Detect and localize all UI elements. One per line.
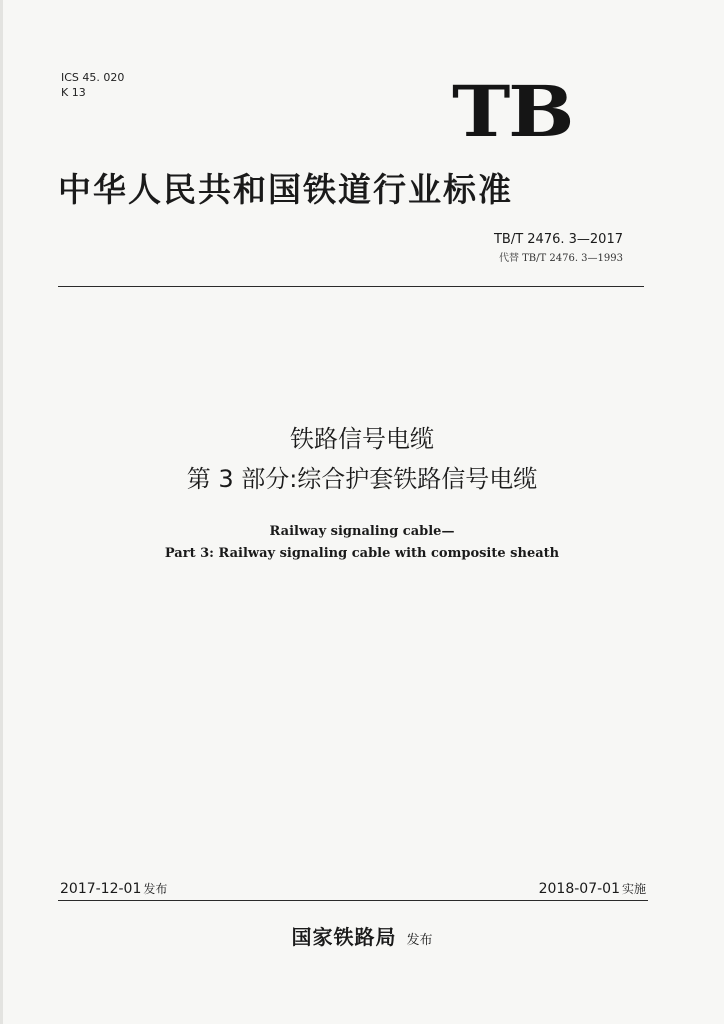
implementation-date xyxy=(539,880,646,898)
ccs-code: K 13 xyxy=(61,86,86,99)
title-zh-line1: 铁路信号电缆 xyxy=(290,425,434,453)
issue-date-value: 2017-12-01 xyxy=(60,881,142,897)
page-edge xyxy=(0,0,3,1024)
standard-type-title: 中华人民共和国铁道行业标准 xyxy=(58,170,513,209)
publisher-verb: 发布 xyxy=(406,933,433,948)
publisher-name: 国家铁路局 xyxy=(291,925,397,949)
header-divider xyxy=(58,286,644,287)
footer-divider xyxy=(58,900,648,901)
title-en-line1: Railway signaling cable— xyxy=(269,524,455,539)
implementation-date-value: 2018-07-01 xyxy=(538,881,620,897)
publisher xyxy=(0,924,724,950)
tb-logo: TB xyxy=(452,70,573,153)
title-zh-line2: 第 3 部分:综合护套铁路信号电缆 xyxy=(186,465,538,493)
standard-code: TB/T 2476. 3—2017 xyxy=(493,232,623,247)
issue-date xyxy=(60,880,167,898)
ics-code: ICS 45. 020 xyxy=(61,71,125,84)
implementation-date-label: 实施 xyxy=(621,882,646,896)
classification-codes xyxy=(61,70,124,100)
replaces-standard: 代替 TB/T 2476. 3—1993 xyxy=(498,253,623,264)
title-en-line2: Part 3: Railway signaling cable with composite sheath xyxy=(164,546,560,561)
issue-date-label: 发布 xyxy=(143,882,168,896)
